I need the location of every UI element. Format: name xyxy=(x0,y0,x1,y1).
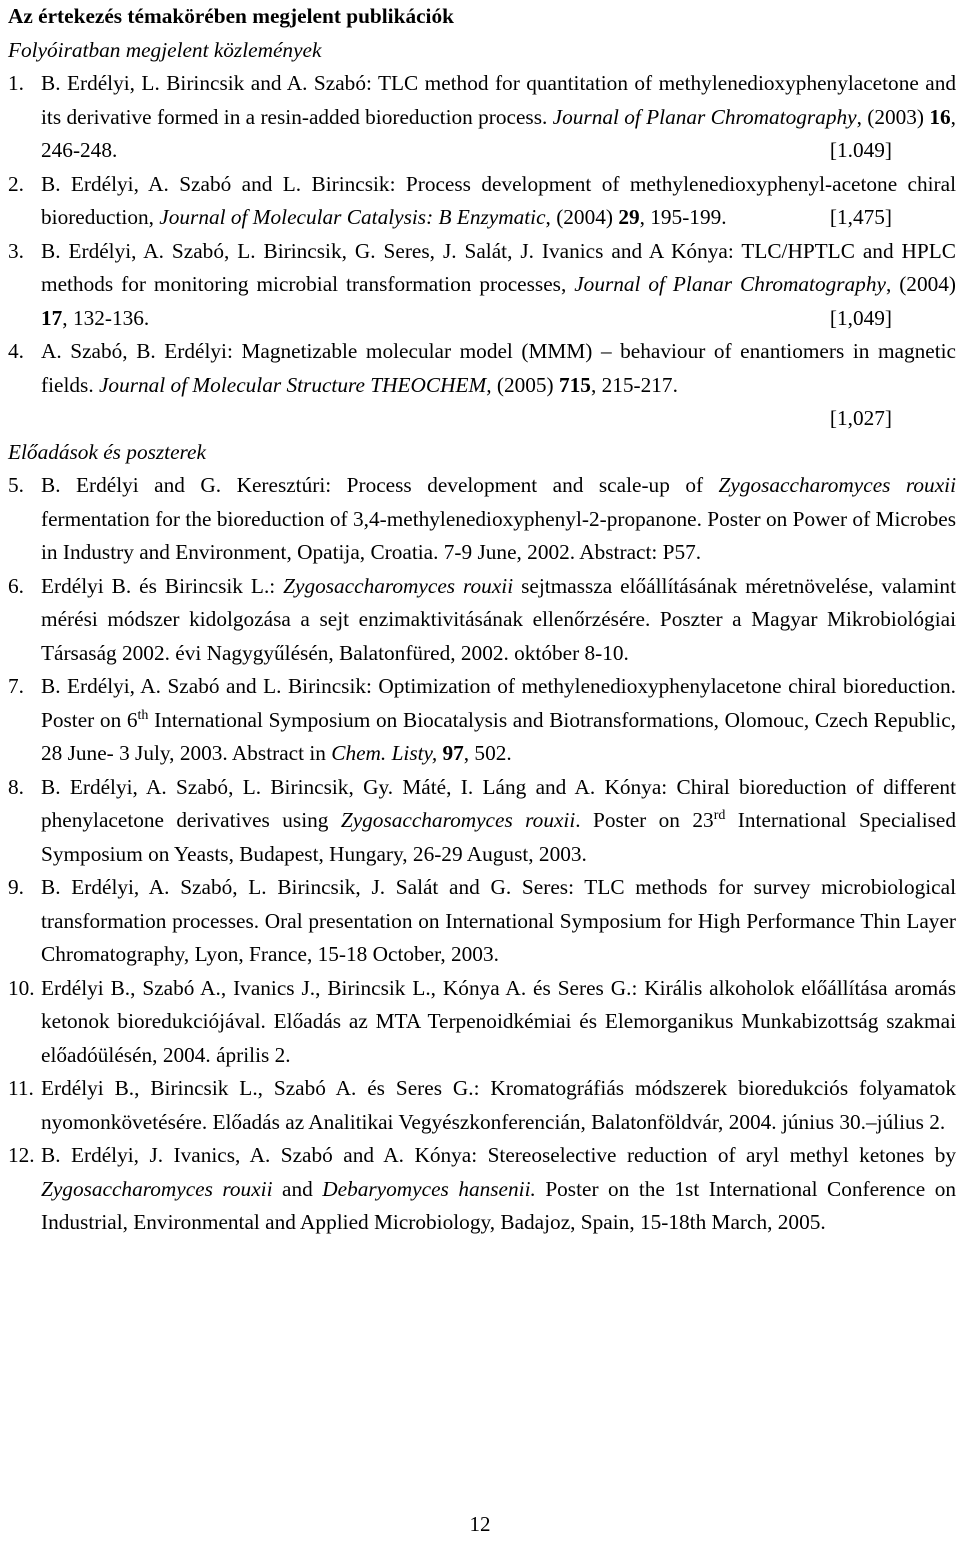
entry-text-part: , 502. xyxy=(463,741,512,765)
entry-number: 3. xyxy=(8,238,24,263)
entry-pages: , 132-136. xyxy=(62,305,150,330)
entry-text xyxy=(41,670,956,771)
entry-text xyxy=(41,235,956,336)
entry-text-part: International Symposium on Biocatalysis and Biotransformations, Olomouc, Czech Republic, 28 June- 3 July, 2003. Abstract in xyxy=(41,707,956,765)
page-number: 12 xyxy=(469,1512,491,1536)
entry-title: TLC method for quantitation of methylenedioxyphenylacetone and its derivative formed in a resin-added bioreduction process. xyxy=(41,71,956,129)
entry-number: 4. xyxy=(8,339,24,363)
talk-entry xyxy=(8,570,956,671)
impact-factor: [1.049] xyxy=(829,138,892,162)
entry-text-part: International Specialised Symposium on Yeasts, Budapest, Hungary, 26-29 August, 2003. xyxy=(41,808,956,866)
entry-authors: A. Szabó, B. Erdélyi: xyxy=(41,339,242,363)
entry-text-part: B. Erdélyi, A. Szabó and L. Birincsik: Optimization of methylenedioxyphenylacetone chiral bioreduction. Poster on 6 xyxy=(41,674,956,732)
entry-pages: , 215-217. xyxy=(590,372,678,397)
talk-entry xyxy=(8,1139,956,1240)
entry-authors: B. Erdélyi, A. Szabó and L. Birincsik: xyxy=(41,171,406,196)
entry-text xyxy=(41,771,956,872)
talks-subheading: Előadások és poszterek xyxy=(8,439,206,464)
entry-journal: Journal of Molecular Catalysis: B Enzymatic xyxy=(159,205,546,229)
entry-year: , (2004) xyxy=(885,272,956,296)
journal-entry xyxy=(8,335,956,402)
journal-entry xyxy=(8,168,956,235)
entry-text-part: B. Erdélyi, J. Ivanics, A. Szabó and A. Kónya: Stereoselective reduction of aryl methyl ketones by xyxy=(41,1143,956,1167)
talk-entry xyxy=(8,469,956,570)
species-name: Zygosaccharomyces rouxii xyxy=(41,1176,273,1201)
entry-journal: Journal of Planar Chromatography xyxy=(574,272,886,296)
publication-list-page xyxy=(8,0,956,1240)
entry-volume: 17 xyxy=(41,305,63,330)
entry-year: (2005) xyxy=(491,372,559,397)
entry-volume: 16 xyxy=(929,104,951,129)
entry-title: Process development of methylenedioxyphenyl-acetone chiral bioreduction, xyxy=(41,171,957,229)
journals-subheading: Folyóiratban megjelent közlemények xyxy=(8,37,322,62)
entry-text-part: Poster on the 1st International Conference on Industrial, Environmental and Applied Microbiology, Badajoz, Spain, 15-18th March, 2005. xyxy=(41,1176,956,1234)
entry-pages: , 195-199. xyxy=(639,205,727,229)
entry-text-part: . Poster on 23 xyxy=(575,808,714,832)
species-name: Debaryomyces hansenii. xyxy=(322,1176,536,1201)
entry-number: 9. xyxy=(8,875,24,899)
entry-number: 12. xyxy=(8,1143,35,1167)
impact-factor: [1,049] xyxy=(829,305,892,330)
entry-year: , (2003) xyxy=(856,104,930,129)
entry-title: TLC/HPTLC and HPLC methods for monitoring microbial transformation processes, xyxy=(41,238,956,296)
talk-entry xyxy=(8,1072,956,1139)
entry-text-part: and xyxy=(272,1176,323,1201)
entry-title: Magnetizable molecular model (MMM) – behaviour of enantiomers in magnetic fields. xyxy=(41,339,956,397)
entry-authors: B. Erdélyi, L. Birincsik and A. Szabó: xyxy=(41,71,378,95)
entry-text: B. Erdélyi, A. Szabó, L. Birincsik, J. Salát and G. Seres: TLC methods for survey microbiological transformation processes. Oral presentation on International Symposium for High Performance Thin Layer Chromatography, Lyon, France, 15-18 October, 2003. xyxy=(41,875,956,966)
entry-text xyxy=(41,67,956,168)
entry-journal: Chem. Listy, xyxy=(331,741,438,765)
species-name: Zygosaccharomyces rouxii xyxy=(283,573,514,598)
talk-entry xyxy=(8,871,956,972)
talk-entry xyxy=(8,670,956,771)
entry-authors: B. Erdélyi, A. Szabó, L. Birincsik, G. Seres, J. Salát, J. Ivanics and A Kónya: xyxy=(41,238,742,263)
entry-text xyxy=(41,570,956,671)
entry-text xyxy=(41,168,956,235)
entry-volume: 97 xyxy=(442,741,464,765)
entry-number: 8. xyxy=(8,774,24,799)
entry-text xyxy=(41,335,956,402)
ordinal-suffix: th xyxy=(137,707,149,723)
entry-journal: Journal of Planar Chromatography xyxy=(552,104,857,129)
impact-factor: [1,027] xyxy=(829,406,892,430)
entry-text xyxy=(41,469,956,570)
entry-year: , (2004) xyxy=(545,205,619,229)
species-name: Zygosaccharomyces rouxii xyxy=(718,473,956,497)
entry-number: 11. xyxy=(8,1076,34,1100)
entry-number: 5. xyxy=(8,473,24,497)
entry-volume: 29 xyxy=(618,205,640,229)
entry-journal: Journal of Molecular Structure THEOCHEM, xyxy=(98,372,492,397)
talk-entry xyxy=(8,972,956,1073)
entry-number: 10. xyxy=(8,975,35,1000)
entry-pages: , 246-248. xyxy=(41,104,956,162)
entry-number: 6. xyxy=(8,573,24,598)
species-name: Zygosaccharomyces rouxii xyxy=(340,808,576,832)
entry-text-part: sejtmassza előállításának méretnövelése, valamint mérési módszer kidolgozása a sejt enzimaktivitásának ellenőrzésére. Poszter a Magyar Mikrobiológiai Társaság 2002. évi Nagygyűlésén, Balatonfüred, 2002. október 8-10. xyxy=(41,573,956,665)
journal-entry xyxy=(8,235,956,336)
page-heading: Az értekezés témakörében megjelent publikációk xyxy=(8,4,454,28)
entry-text-part: B. Erdélyi, A. Szabó, L. Birincsik, Gy. Máté, I. Láng and A. Kónya: Chiral bioreduction of different phenylacetone derivatives using xyxy=(41,774,956,832)
entry-text-part: Erdélyi B. és Birincsik L.: xyxy=(41,573,284,598)
entry-volume: 715 xyxy=(558,372,591,397)
entry-text-part: fermentation for the bioreduction of 3,4-methylenedioxyphenyl-2-propanone. Poster on Power of Microbes in Industry and Environment, Opatija, Croatia. 7-9 June, 2002. Abstract: P57. xyxy=(41,506,956,564)
entry-text: Erdélyi B., Birincsik L., Szabó A. és Seres G.: Kromatográfiás módszerek bioredukciós folyamatok nyomonkövetésére. Előadás az Analitikai Vegyészkonferencián, Balatonföldvár, 2004. június 30.–július 2. xyxy=(41,1076,956,1134)
entry-text-part: B. Erdélyi and G. Keresztúri: Process development and scale-up of xyxy=(41,473,719,497)
talk-entry xyxy=(8,771,956,872)
journal-entry xyxy=(8,67,956,168)
entry-number: 7. xyxy=(8,674,24,698)
entry-number: 1. xyxy=(8,71,24,95)
entry-text: Erdélyi B., Szabó A., Ivanics J., Birincsik L., Kónya A. és Seres G.: Királis alkoholok előállítása aromás ketonok bioredukciójával. Előadás az MTA Terpenoidkémiai és Elemorganikus Munkabizottság szakmai előadóülésén, 2004. április 2. xyxy=(41,975,956,1067)
entry-number: 2. xyxy=(8,171,24,196)
entry-text xyxy=(41,1139,956,1240)
ordinal-suffix: rd xyxy=(713,807,726,823)
impact-factor: [1,475] xyxy=(829,205,892,229)
